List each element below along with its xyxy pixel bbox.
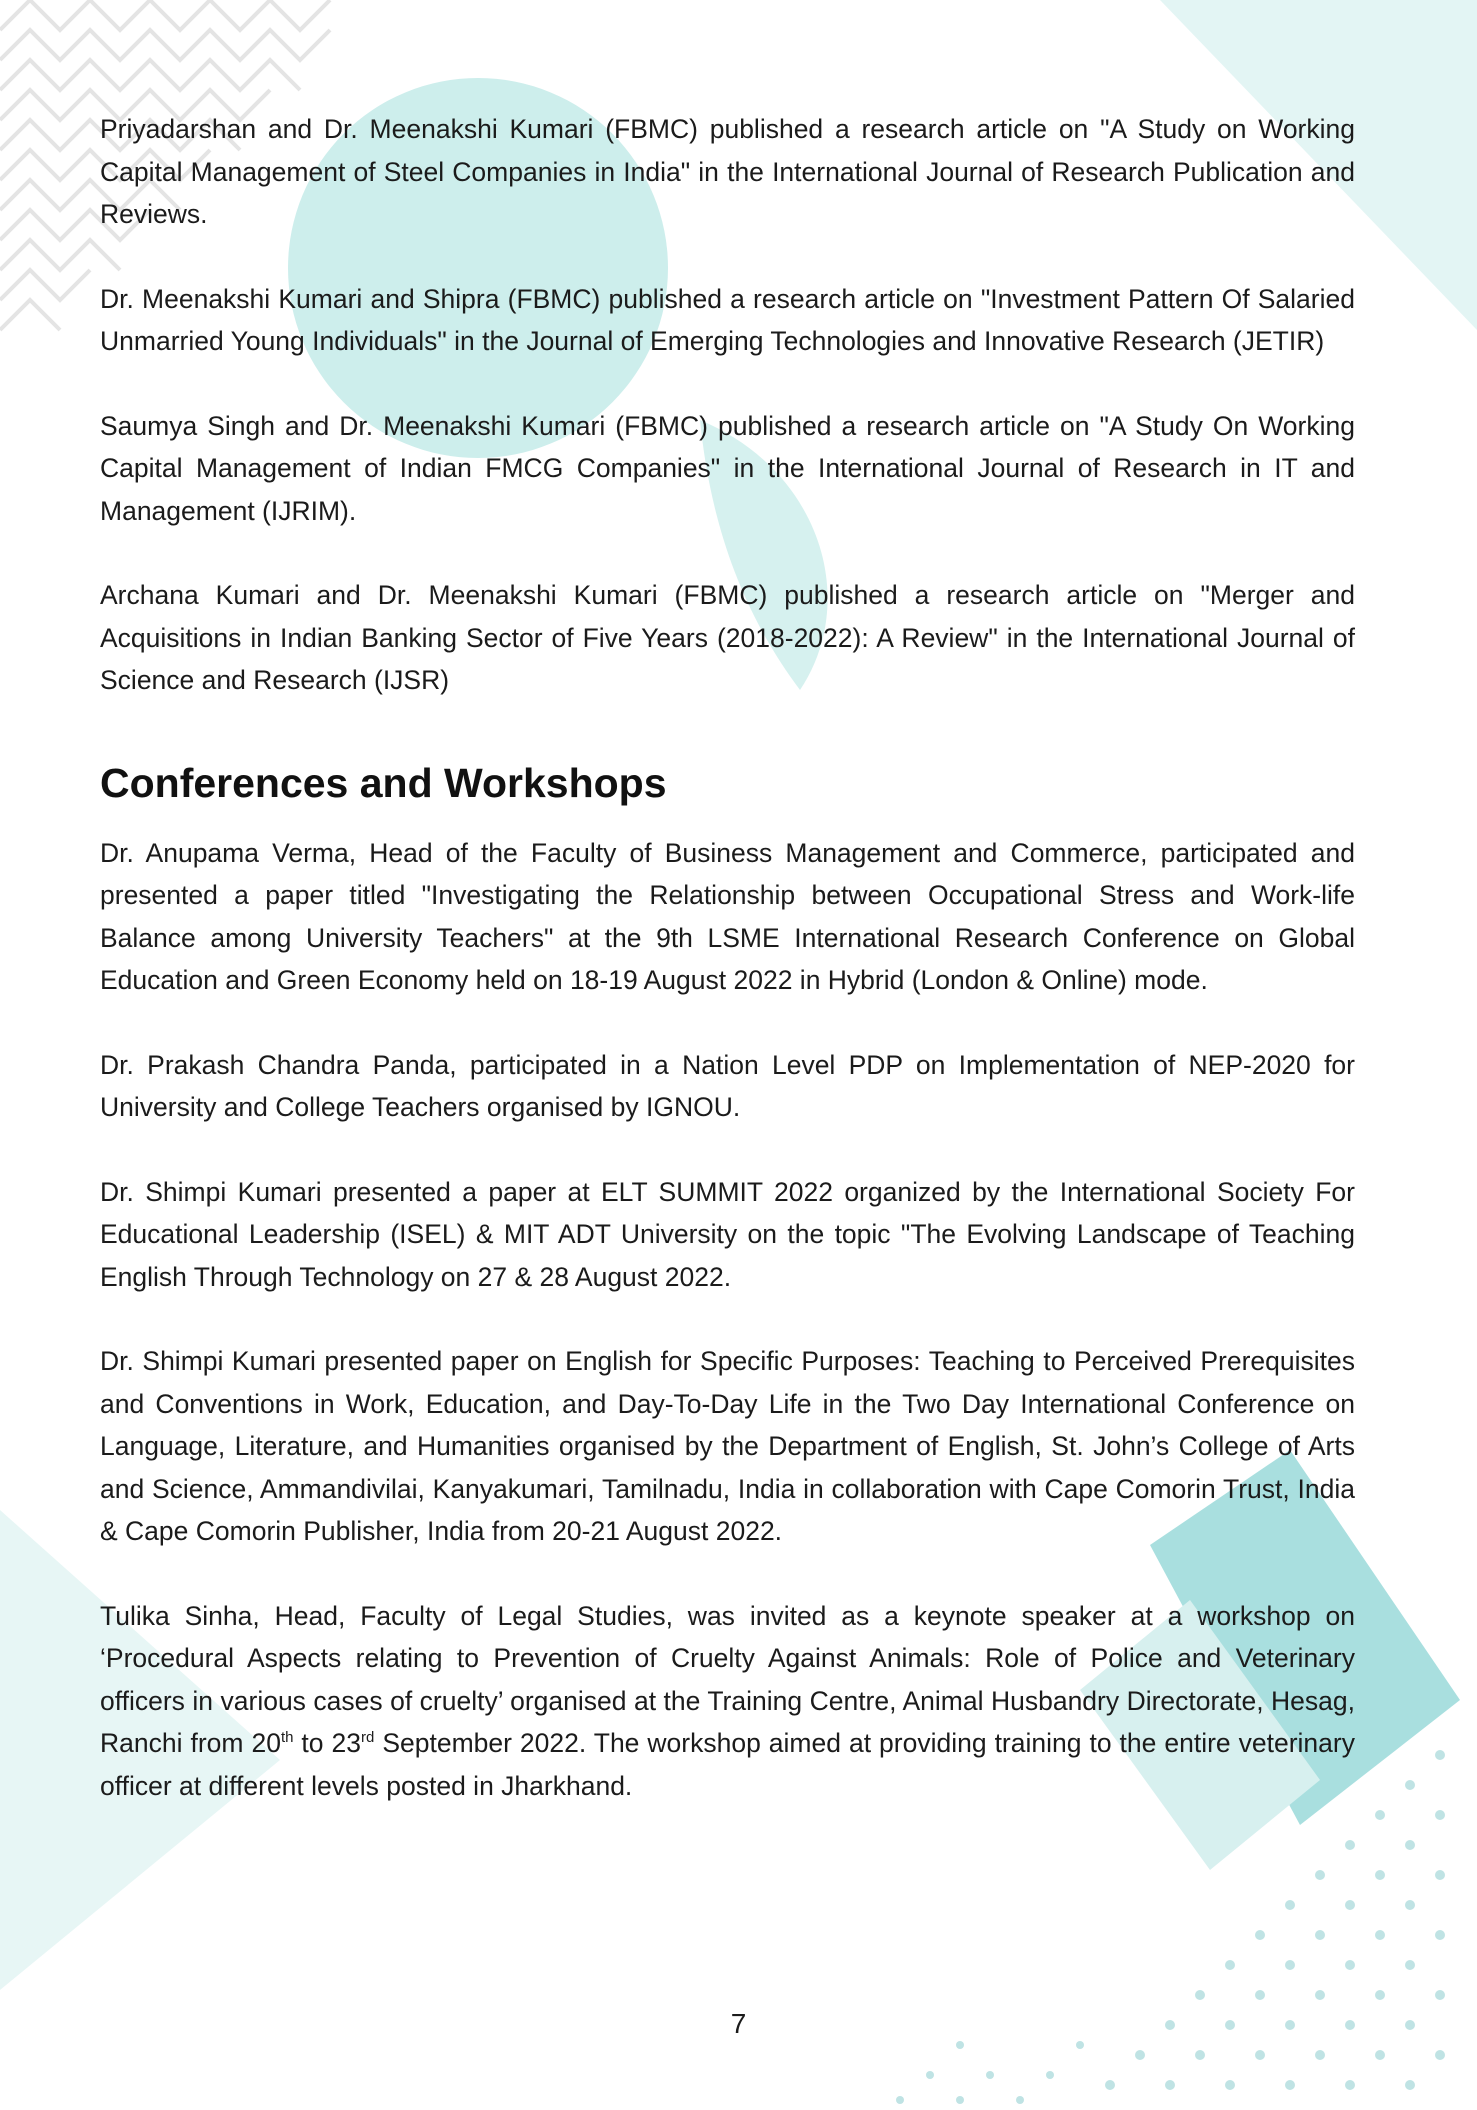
- paragraph-shipra-publication: Dr. Meenakshi Kumari and Shipra (FBMC) published a research article on "Investment Pattern Of Salaried Unmarried Young Individuals" in the Journal of Emerging Technologies and Innovative Research (JETIR): [100, 283, 1355, 356]
- tulika-text-part-1: Tulika Sinha, Head, Faculty of Legal Studies, was invited as a keynote speaker at a workshop on ‘Procedural Aspects relating to Prevention of Cruelty Against Animals: Role of Police and Veterinary officers in various cases of cruelty’ organised at the Training Centre, Animal Husbandry Directorate, Hesag, Ranchi from 20: [100, 1600, 1355, 1758]
- paragraph-saumya-publication: Saumya Singh and Dr. Meenakshi Kumari (FBMC) published a research article on "A Study On Working Capital Management of Indian FMCG Companies" in the International Journal of Research in IT and Management (IJRIM).: [100, 410, 1355, 526]
- ordinal-suffix-rd: rd: [361, 1729, 375, 1747]
- paragraph-priyadarshan-publication: Priyadarshan and Dr. Meenakshi Kumari (FBMC) published a research article on "A Study on Working Capital Management of Steel Companies in India" in the International Journal of Research Publication and Reviews.: [100, 114, 1355, 229]
- tulika-text-part-2: to 23: [293, 1728, 361, 1758]
- paragraph-anupama-conference: Dr. Anupama Verma, Head of the Faculty of Business Management and Commerce, participated and presented a paper titled "Investigating the Relationship between Occupational Stress and Work-life Balance among University Teachers" at the 9th LSME International Research Conference on Global Education and Green Economy held on 18-19 August 2022 in Hybrid (London & Online) mode.: [100, 837, 1355, 995]
- page-content: [100, 108, 1355, 1807]
- paragraph-archana-publication: Archana Kumari and Dr. Meenakshi Kumari (FBMC) published a research article on "Merger and Acquisitions in Indian Banking Sector of Five Years (2018-2022): A Review" in the International Journal of Science and Research (IJSR): [100, 580, 1355, 695]
- paragraph-shimpi-elt-summit: Dr. Shimpi Kumari presented a paper at ELT SUMMIT 2022 organized by the International Society For Educational Leadership (ISEL) & MIT ADT University on the topic "The Evolving Landscape of Teaching English Through Technology on 27 & 28 August 2022.: [100, 1176, 1355, 1292]
- ordinal-suffix-th: th: [280, 1729, 294, 1747]
- section-heading: Conferences and Workshops: [100, 759, 667, 806]
- paragraph-tulika-workshop: [100, 1595, 1355, 1808]
- tulika-text-part-3: September 2022. The workshop aimed at providing training to the entire veterinary officer at different levels posted in Jharkhand.: [100, 1728, 1355, 1801]
- paragraph-prakash-pdp: Dr. Prakash Chandra Panda, participated in a Nation Level PDP on Implementation of NEP-2020 for University and College Teachers organised by IGNOU.: [100, 1049, 1355, 1122]
- page-number: 7: [730, 2008, 747, 2039]
- paragraph-shimpi-esp-conference: Dr. Shimpi Kumari presented paper on English for Specific Purposes: Teaching to Perceived Prerequisites and Conventions in Work, Education, and Day-To-Day Life in the Two Day International Conference on Language, Literature, and Humanities organised by the Department of English, St. John’s College of Arts and Science, Ammandivilai, Kanyakumari, Tamilnadu, India in collaboration with Cape Comorin Trust, India & Cape Comorin Publisher, India from 20-21 August 2022.: [100, 1346, 1355, 1546]
